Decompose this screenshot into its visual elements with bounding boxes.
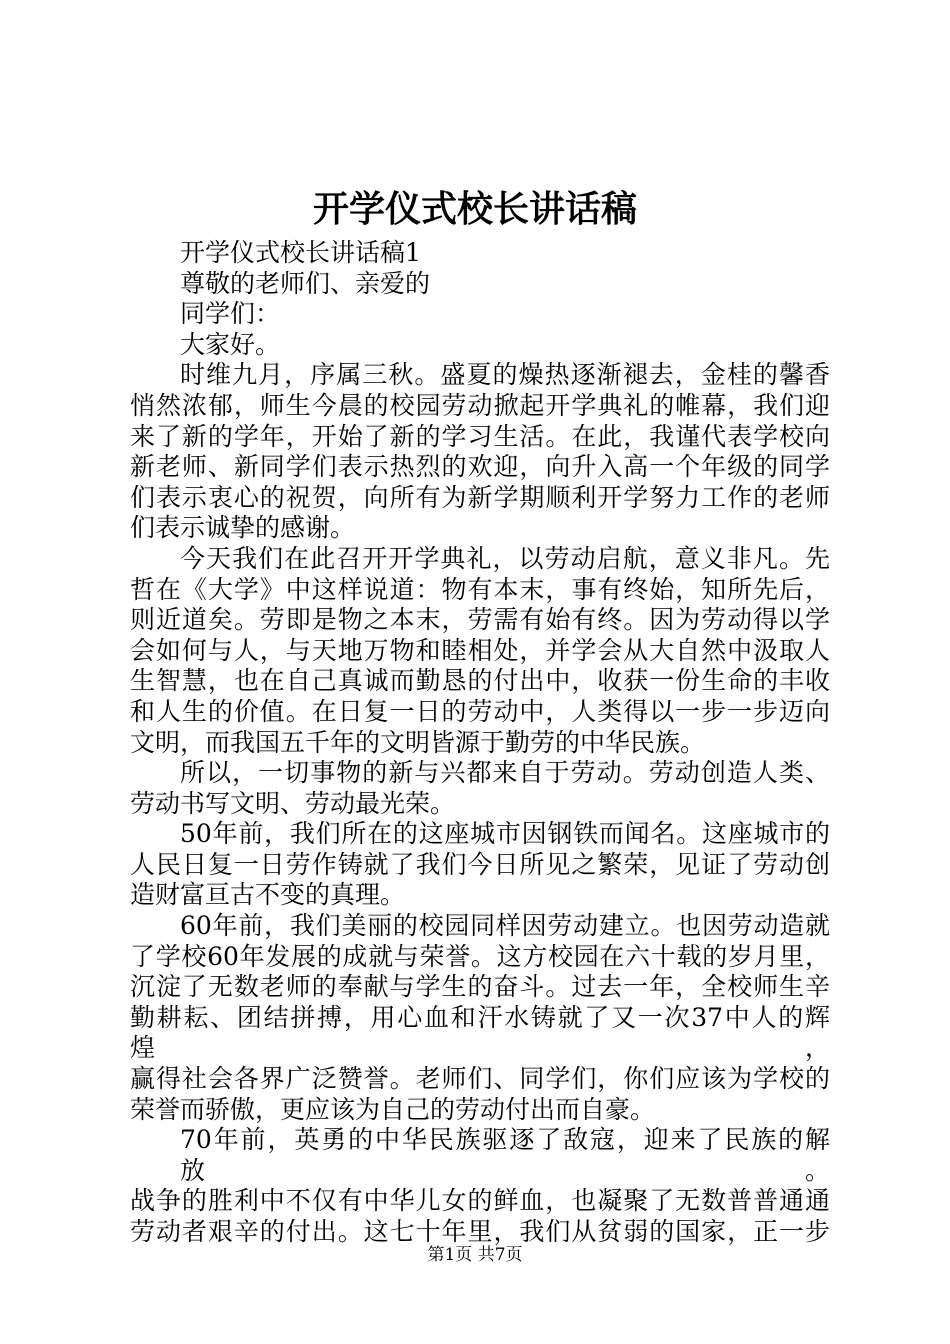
text-line: 和人生的价值。在日复一日的劳动中，人类得以一步一步迈向 (130, 696, 830, 726)
text-line: 时维九月，序属三秋。盛夏的燥热逐渐褪去，金桂的馨香 (180, 360, 830, 390)
text-line: 悄然浓郁，师生今晨的校园劳动掀起开学典礼的帷幕，我们迎 (130, 390, 830, 420)
text-line: 70年前，英勇的中华民族驱逐了敌寇，迎来了民族的解放。 (180, 1125, 830, 1185)
text-line: 了学校60年发展的成就与荣誉。这方校园在六十载的岁月里， (130, 941, 830, 971)
text-line: 们表示诚挚的感谢。 (130, 513, 356, 543)
text-line: 赢得社会各界广泛赞誉。老师们、同学们，你们应该为学校的 (130, 1064, 830, 1094)
text-line: 50年前，我们所在的这座城市因钢铁而闻名。这座城市的 (180, 819, 830, 849)
text-line: 则近道矣。劳即是物之本末，劳需有始有终。因为劳动得以学 (130, 605, 830, 635)
text-line: 们表示衷心的祝贺，向所有为新学期顺利开学努力工作的老师 (130, 482, 830, 512)
text-line: 今天我们在此召开开学典礼，以劳动启航，意义非凡。先 (180, 543, 830, 573)
text-line: 造财富亘古不变的真理。 (130, 880, 406, 910)
text-line: 生智慧，也在自己真诚而勤恳的付出中，收获一份生命的丰收 (130, 666, 830, 696)
page-footer: 第1页 共7页 (427, 1245, 523, 1265)
text-line: 来了新的学年，开始了新的学习生活。在此，我谨代表学校向 (130, 421, 830, 451)
text-line: 60年前，我们美丽的校园同样因劳动建立。也因劳动造就 (180, 911, 830, 941)
text-line: 会如何与人，与天地万物和睦相处，并学会从大自然中汲取人 (130, 635, 830, 665)
text-line: 人民日复一日劳作铸就了我们今日所见之繁荣，见证了劳动创 (130, 849, 830, 879)
text-line: 战争的胜利中不仅有中华儿女的鲜血，也凝聚了无数普普通通 (130, 1186, 830, 1216)
text-line: 所以，一切事物的新与兴都来自于劳动。劳动创造人类、 (180, 758, 830, 788)
text-line: 荣誉而骄傲，更应该为自己的劳动付出而自豪。 (130, 1094, 656, 1124)
text-line: 开学仪式校长讲话稿1 (180, 238, 421, 267)
text-line: 哲在《大学》中这样说道：物有本末，事有终始，知所先后， (130, 574, 830, 604)
text-line: 劳动者艰辛的付出。这七十年里，我们从贫弱的国家，正一步 (130, 1217, 830, 1246)
text-line: 勤耕耘、团结拼搏，用心血和汗水铸就了又一次37中人的辉煌， (130, 1002, 830, 1063)
document-body (130, 238, 830, 1248)
text-line: 新老师、新同学们表示热烈的欢迎，向升入高一个年级的同学 (130, 452, 830, 482)
text-line: 沉淀了无数老师的奉献与学生的奋斗。过去一年，全校师生辛 (130, 972, 830, 1002)
text-line: 大家好。 (180, 329, 281, 359)
text-line: 文明，而我国五千年的文明皆源于勤劳的中华民族。 (130, 727, 706, 757)
text-line: 同学们： (180, 299, 281, 329)
text-line: 劳动书写文明、劳动最光荣。 (130, 788, 456, 818)
text-line: 尊敬的老师们、亲爱的 (180, 268, 431, 298)
document-title: 开学仪式校长讲话稿 (312, 188, 637, 230)
